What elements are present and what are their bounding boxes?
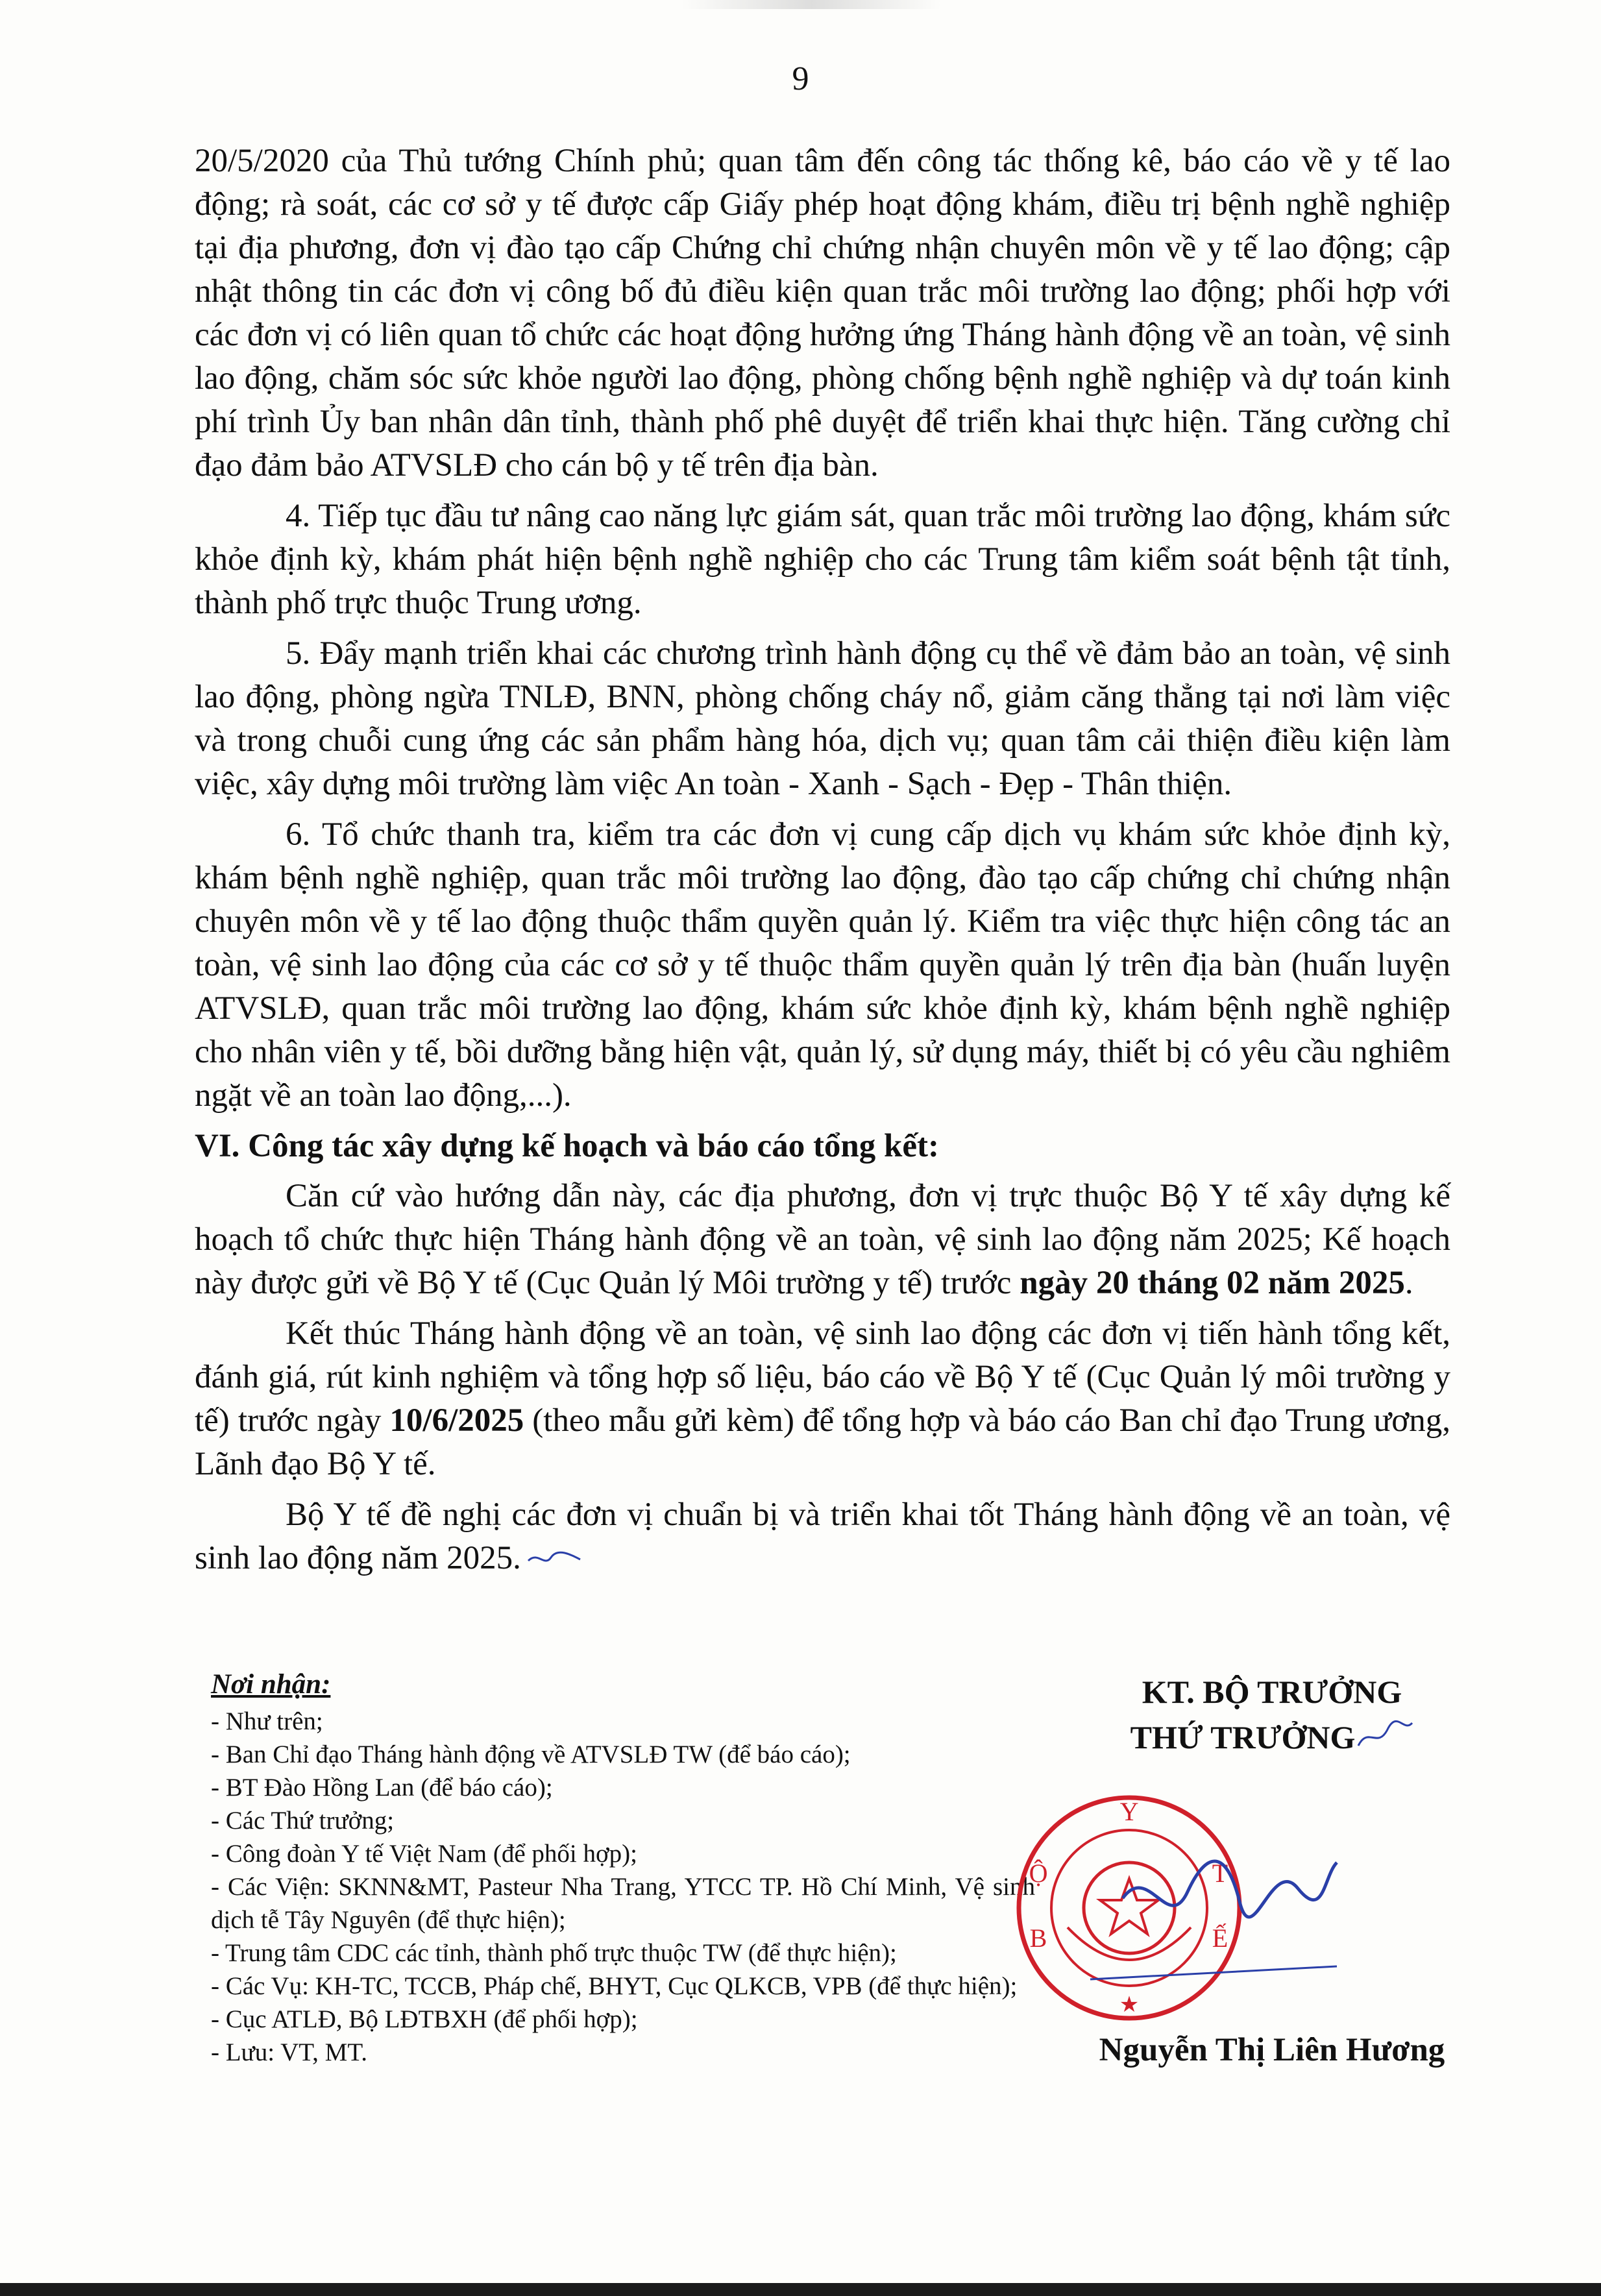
recipient-item: - Công đoàn Y tế Việt Nam (để phối hợp);: [211, 1840, 637, 1868]
svg-text:★: ★: [1119, 1993, 1140, 2017]
signature-authority: KT. BỘ TRƯỞNG: [1142, 1674, 1402, 1710]
svg-text:Y: Y: [1119, 1797, 1139, 1826]
scan-bottom-edge: [0, 2283, 1601, 2296]
paragraph: 6. Tổ chức thanh tra, kiểm tra các đơn vị cung cấp dịch vụ khám sức khỏe định kỳ, khám bệnh nghề nghiệp, quan trắc môi trường lao động, đào tạo cấp chứng chỉ chứng nhận chuyên môn về y tế lao động thuộc thẩm quyền quản lý. Kiểm tra việc thực hiện công tác an toàn, vệ sinh lao động của các cơ sở y tế thuộc thẩm quyền quản lý trên địa bàn (huấn luyện ATVSLĐ, quan trắc môi trường lao động, khám sức khỏe định kỳ, khám bệnh nghề nghiệp cho nhân viên y tế, bồi dưỡng bằng hiện vật, quản lý, sử dụng máy, thiết bị có yêu cầu nghiêm ngặt về an toàn lao động,...).: [195, 816, 1450, 1114]
text-run: .: [1404, 1265, 1413, 1301]
page-number: 9: [792, 60, 809, 97]
text-run: Kết thúc Tháng hành động về an toàn, vệ sinh lao động các đơn vị tiến hành tổng kết, đánh giá, rút kinh nghiệm và tổng hợp số liệu, báo cáo về Bộ Y tế (Cục Quản lý môi trường y tế) trước ngày: [195, 1315, 1450, 1439]
paragraph: 20/5/2020 của Thủ tướng Chính phủ; quan tâm đến công tác thống kê, báo cáo về y tế lao động; rà soát, các cơ sở y tế được cấp Giấy phép hoạt động khám, điều trị bệnh nghề nghiệp tại địa phương, đơn vị đào tạo cấp Chứng chỉ chứng nhận chuyên môn về y tế lao động; cập nhật thông tin các đơn vị công bố đủ điều kiện quan trắc môi trường lao động; phối hợp với các đơn vị có liên quan tổ chức các hoạt động hưởng ứng Tháng hành động về an toàn, vệ sinh lao động, chăm sóc sức khỏe người lao động, phòng chống bệnh nghề nghiệp và dự toán kinh phí trình Ủy ban nhân dân tỉnh, thành phố phê duyệt để triển khai thực hiện. Tăng cường chỉ đạo đảm bảo ATVSLĐ cho cán bộ y tế trên địa bàn.: [195, 143, 1450, 483]
paragraph-report-submission: [195, 1312, 1450, 1486]
recipient-item: - Các Viện: SKNN&MT, Pasteur Nha Trang, YTCC TP. Hồ Chí Minh, Vệ sinh dịch tễ Tây Nguyên (để thực hiện);: [211, 1873, 1035, 1934]
scan-artifact: [681, 0, 941, 9]
signer-name: Nguyễn Thị Liên Hương: [1099, 2032, 1445, 2068]
recipient-item: - Lưu: VT, MT.: [211, 2038, 368, 2066]
position-text: THỨ TRƯỞNG: [1130, 1719, 1356, 1755]
deadline-date: ngày 20 tháng 02 năm 2025: [1020, 1265, 1405, 1301]
report-deadline: 10/6/2025: [389, 1402, 524, 1439]
paragraph-list: [195, 140, 1450, 1168]
paragraph: 4. Tiếp tục đầu tư nâng cao năng lực giám sát, quan trắc môi trường lao động, khám sức khỏe định kỳ, khám phát hiện bệnh nghề nghiệp cho các Trung tâm kiểm soát bệnh tật tỉnh, thành phố trực thuộc Trung ương.: [195, 498, 1450, 621]
signature-block: [1038, 1669, 1506, 1760]
recipient-item: - Các Vụ: KH-TC, TCCB, Pháp chế, BHYT, Cục QLKCB, VPB (để thực hiện);: [211, 1972, 1018, 2000]
svg-text:Ế: Ế: [1212, 1924, 1228, 1953]
document-body: [195, 140, 1450, 1587]
section-heading: VI. Công tác xây dựng kế hoạch và báo cáo tổng kết:: [195, 1128, 940, 1164]
recipients-title: Nơi nhận:: [211, 1669, 331, 1700]
recipient-item: - BT Đào Hồng Lan (để báo cáo);: [211, 1774, 553, 1801]
paragraph-closing: [195, 1493, 1450, 1580]
text-run: Bộ Y tế đề nghị các đơn vị chuẩn bị và triển khai tốt Tháng hành động về an toàn, vệ sinh lao động năm 2025.: [195, 1496, 1450, 1576]
recipient-item: - Cục ATLĐ, Bộ LĐTBXH (để phối hợp);: [211, 2005, 638, 2033]
recipient-item: - Trung tâm CDC các tỉnh, thành phố trực thuộc TW (để thực hiện);: [211, 1939, 897, 1967]
text-run: (theo mẫu gửi kèm) để tổng hợp và báo cáo Ban chỉ đạo Trung ương, Lãnh đạo Bộ Y tế.: [195, 1402, 1450, 1482]
paragraph: 5. Đẩy mạnh triển khai các chương trình hành động cụ thể về đảm bảo an toàn, vệ sinh lao động, phòng ngừa TNLĐ, BNN, phòng chống cháy nổ, giảm căng thẳng tại nơi làm việc và trong chuỗi cung ứng các sản phẩm hàng hóa, dịch vụ; quan tâm cải thiện điều kiện làm việc, xây dựng môi trường làm việc An toàn - Xanh - Sạch - Đẹp - Thân thiện.: [195, 635, 1450, 802]
recipients-block: [211, 1668, 1035, 2069]
svg-text:Ộ: Ộ: [1029, 1859, 1048, 1888]
svg-text:T: T: [1212, 1859, 1228, 1888]
initial-scribble-icon: [525, 1548, 583, 1574]
svg-text:B: B: [1029, 1924, 1047, 1953]
initial-mark-icon: [1355, 1720, 1413, 1752]
signature-position: [1038, 1715, 1506, 1760]
recipient-item: - Như trên;: [211, 1707, 323, 1735]
paragraph-plan-submission: [195, 1175, 1450, 1305]
official-seal-icon: [993, 1752, 1343, 2057]
recipient-item: - Ban Chỉ đạo Tháng hành động về ATVSLĐ TW (để báo cáo);: [211, 1740, 851, 1768]
text-run: Căn cứ vào hướng dẫn này, các địa phương, đơn vị trực thuộc Bộ Y tế xây dựng kế hoạch tổ chức thực hiện Tháng hành động về an toàn, vệ sinh lao động năm 2025; Kế hoạch này được gửi về Bộ Y tế (Cục Quản lý Môi trường y tế) trước: [195, 1178, 1450, 1301]
recipients-list: [211, 1705, 1035, 2069]
recipient-item: - Các Thứ trưởng;: [211, 1807, 395, 1835]
